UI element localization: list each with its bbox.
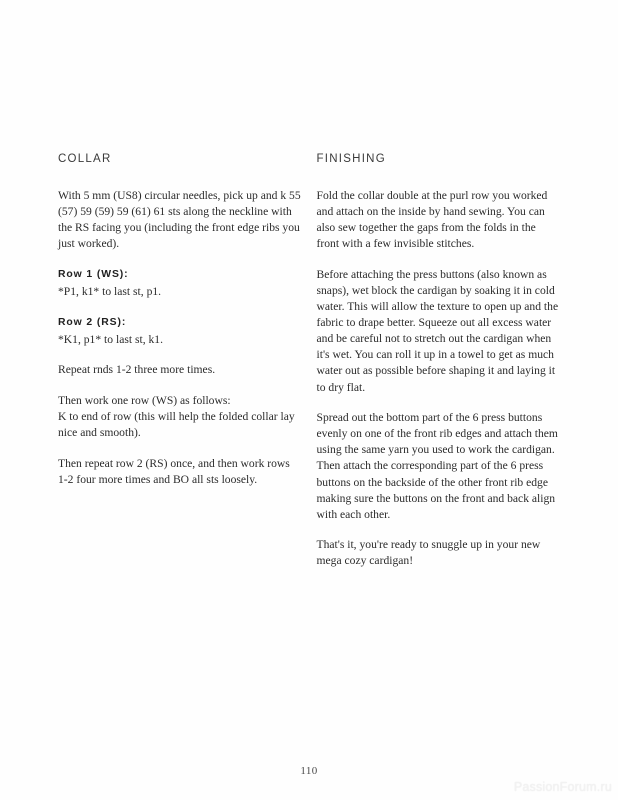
repeat-rounds-paragraph: Repeat rnds 1-2 three more times. xyxy=(58,363,216,377)
two-column-body xyxy=(58,152,560,569)
page-number: 110 xyxy=(300,765,318,777)
collar-final-paragraph: Then repeat row 2 (RS) once, and then work rows 1-2 four more times and BO all sts loosely. xyxy=(58,456,290,486)
column-finishing xyxy=(317,152,561,569)
finishing-paragraph-2: Before attaching the press buttons (also known as snaps), wet block the cardigan by soaking it in cold water. This will allow the texture to open up and the fabric to drape better. Squeeze out all excess water and be careful not to stretch out the cardigan when it's wet. You can roll it up in a towel to get as much water out as possible before shaping it and laying it to dry flat. xyxy=(316,267,559,394)
then-work-block xyxy=(58,393,302,441)
section-heading-collar: COLLAR xyxy=(58,153,112,165)
site-watermark: PassionForum.ru xyxy=(513,780,612,794)
row-2-label: Row 2 (RS): xyxy=(58,316,127,328)
row-2-block xyxy=(58,315,302,348)
then-work-line-2: K to end of row (this will help the folded collar lay nice and smooth). xyxy=(58,409,295,440)
finishing-paragraph-4: That's it, you're ready to snuggle up in your new mega cozy cardigan! xyxy=(316,538,541,568)
row-1-label: Row 1 (WS): xyxy=(58,268,129,280)
row-1-instruction: *P1, k1* to last st, p1. xyxy=(58,284,162,298)
row-2-instruction: *K1, p1* to last st, k1. xyxy=(58,332,163,346)
finishing-paragraph-3: Spread out the bottom part of the 6 press buttons evenly on one of the front rib edges and attach them using the same yarn you used to work the cardigan. Then attach the corresponding part of the 6 press buttons on the backside of the other front rib edge making sure the buttons on the front and back align with each other. xyxy=(316,411,558,521)
section-heading-finishing: FINISHING xyxy=(316,153,386,165)
collar-intro-paragraph: With 5 mm (US8) circular needles, pick up and k 55 (57) 59 (59) 59 (61) 61 sts along the neckline with the RS facing you (including the front edge ribs you just worked). xyxy=(58,189,301,251)
finishing-paragraph-1: Fold the collar double at the purl row you worked and attach on the inside by hand sewing. You can also sew together the gaps from the folds in the front with a few invisible stitches. xyxy=(316,189,548,251)
column-collar xyxy=(58,152,302,569)
row-1-block xyxy=(58,267,302,300)
then-work-line-1: Then work one row (WS) as follows: xyxy=(58,393,231,407)
